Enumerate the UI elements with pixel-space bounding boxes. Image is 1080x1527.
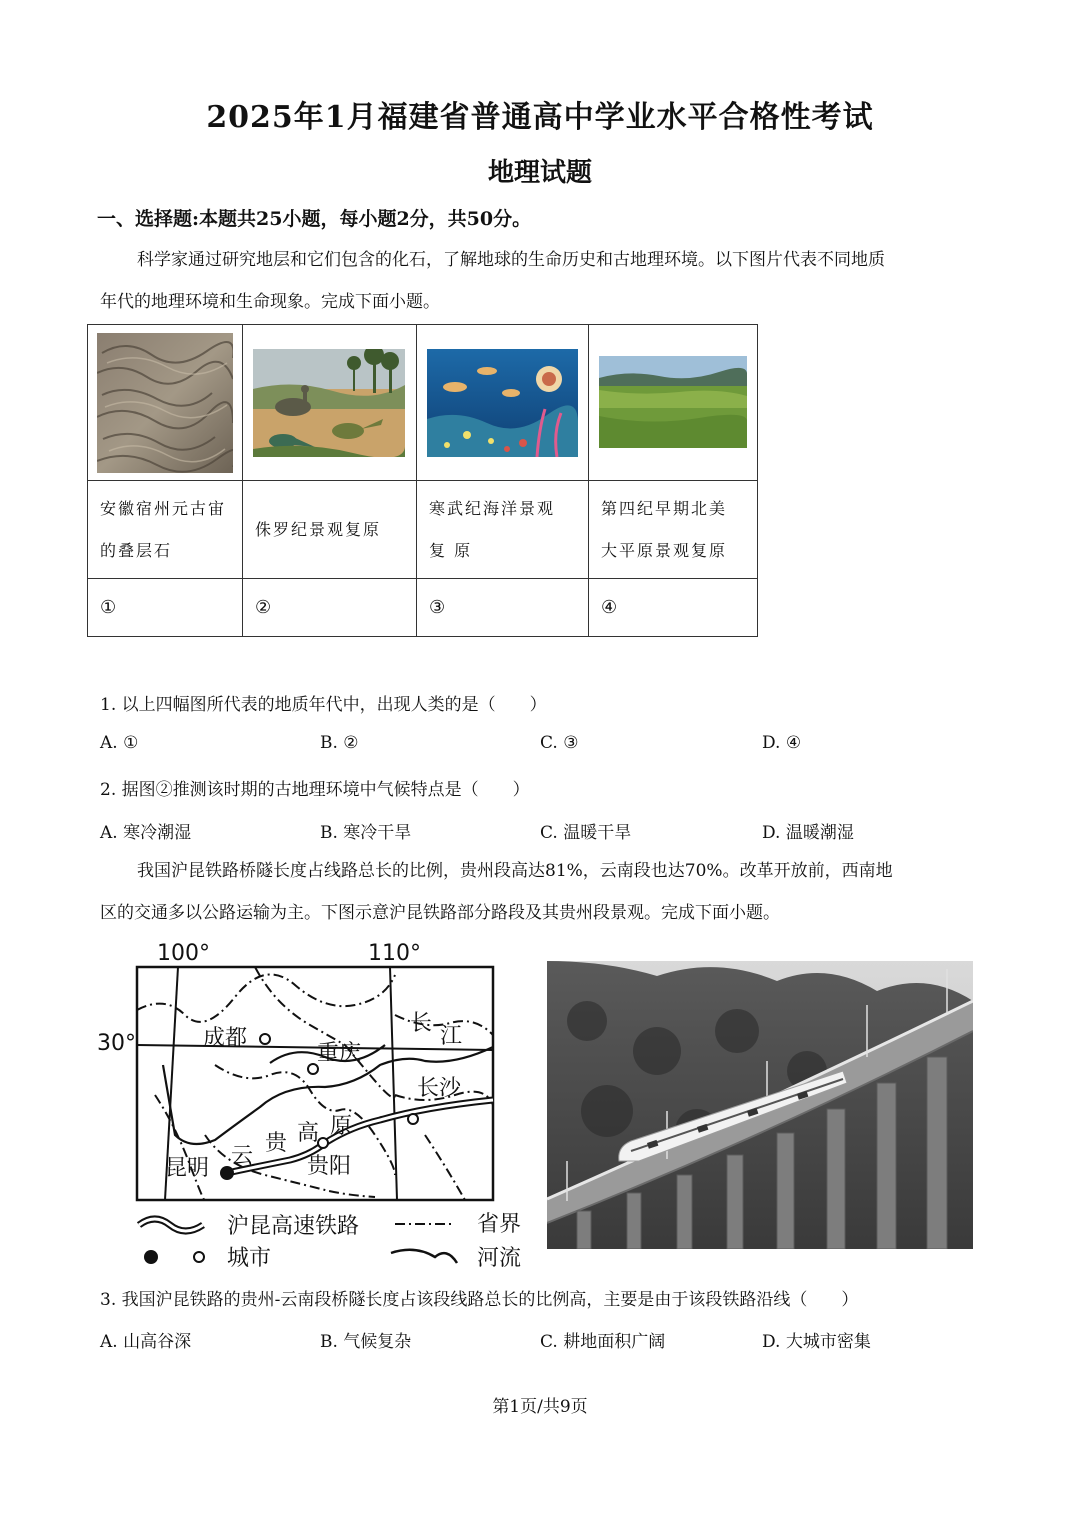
geologic-era-table — [87, 324, 758, 637]
caption-1-line2: 的叠层石 — [100, 540, 173, 560]
meridian-110 — [390, 967, 397, 1200]
caption-4-line2: 大平原景观复原 — [601, 540, 728, 560]
number-cell-2: ② — [243, 579, 417, 637]
river-label-chang: 长 — [410, 1011, 433, 1036]
question-1-stem: 1. 以上四幅图所代表的地质年代中，出现人类的是（ ） — [100, 695, 547, 715]
plateau-label-yuan: 原 — [330, 1114, 353, 1139]
legend-railway-label: 沪昆高速铁路 — [227, 1214, 360, 1239]
cambrian-ocean-image — [427, 349, 578, 457]
caption-cell-1 — [88, 481, 243, 579]
caption-4-line1: 第四纪早期北美 — [601, 498, 728, 518]
caption-cell-3 — [417, 481, 589, 579]
number-cell-1: ① — [88, 579, 243, 637]
question-1-option-a[interactable]: A. ① — [100, 733, 139, 753]
caption-2-line1: 侏罗纪景观复原 — [255, 519, 382, 539]
intro-paragraph-line1: 科学家通过研究地层和它们包含的化石，了解地球的生命历史和古地理环境。以下图片代表不同地质 — [137, 250, 885, 270]
quaternary-plain-image — [599, 356, 747, 448]
stromatolite-photo — [97, 333, 233, 473]
chengdu-marker — [260, 1034, 270, 1044]
question-3-stem: 3. 我国沪昆铁路的贵州-云南段桥隧长度占该段线路总长的比例高，主要是由于该段铁路沿线（ ） — [100, 1290, 859, 1310]
image-cell-2 — [243, 325, 417, 481]
question-2-option-c[interactable]: C. 温暖干旱 — [540, 823, 632, 843]
caption-cell-4 — [589, 481, 758, 579]
legend-city-label: 城市 — [227, 1246, 272, 1271]
passage-2-line2: 区的交通多以公路运输为主。下图示意沪昆铁路部分路段及其贵州段景观。完成下面小题。 — [100, 903, 780, 923]
plateau-label-yun: 云 — [231, 1144, 254, 1169]
image-cell-4 — [589, 325, 758, 481]
question-2-option-a[interactable]: A. 寒冷潮湿 — [100, 823, 192, 843]
exam-subtitle: 地理试题 — [487, 158, 592, 188]
page-number: 第1页/共9页 — [492, 1397, 588, 1417]
exam-title: 2025年1月福建省普通高中学业水平合格性考试 — [206, 100, 874, 135]
plateau-label-gao: 高 — [297, 1121, 320, 1146]
intro-paragraph-line2: 年代的地理环境和生命现象。完成下面小题。 — [100, 292, 440, 312]
caption-3-line1: 寒武纪海洋景观 — [429, 498, 556, 518]
legend-city-filled-symbol — [144, 1250, 158, 1264]
longitude-100-label: 100° — [157, 941, 210, 966]
question-3-option-c[interactable]: C. 耕地面积广阔 — [540, 1332, 666, 1352]
legend-border-label: 省界 — [477, 1212, 522, 1237]
question-1-option-d[interactable]: D. ④ — [762, 733, 802, 753]
changsha-marker — [408, 1114, 418, 1124]
city-guiyang-label: 贵阳 — [307, 1154, 352, 1179]
guizhou-railway-photo — [547, 961, 973, 1249]
guiyang-marker — [318, 1138, 328, 1148]
question-2-option-d[interactable]: D. 温暖潮湿 — [762, 823, 854, 843]
plateau-label-gui: 贵 — [265, 1131, 288, 1156]
question-3-option-a[interactable]: A. 山高谷深 — [100, 1332, 192, 1352]
question-3-option-b[interactable]: B. 气候复杂 — [320, 1332, 412, 1352]
section-heading: 一、选择题:本题共25小题，每小题2分，共50分。 — [97, 208, 532, 230]
city-chongqing-label: 重庆 — [317, 1041, 362, 1066]
image-cell-1 — [88, 325, 243, 481]
legend-river-symbol — [391, 1250, 457, 1263]
caption-1-line1: 安徽宿州元古宙 — [100, 498, 227, 518]
question-1-option-b[interactable]: B. ② — [320, 733, 359, 753]
legend-river-label: 河流 — [477, 1246, 522, 1271]
caption-3-line2: 复 原 — [429, 540, 473, 560]
city-changsha-label: 长沙 — [417, 1076, 462, 1101]
latitude-30-label: 30° — [97, 1031, 136, 1056]
city-chengdu-label: 成都 — [203, 1026, 248, 1051]
passage-2-line1: 我国沪昆铁路桥隧长度占线路总长的比例，贵州段高达81%，云南段也达70%。改革开放前，西南地 — [137, 861, 893, 881]
question-2-stem: 2. 据图②推测该时期的古地理环境中气候特点是（ ） — [100, 780, 530, 800]
question-2-option-b[interactable]: B. 寒冷干旱 — [320, 823, 412, 843]
image-cell-3 — [417, 325, 589, 481]
legend-city-open-symbol — [194, 1252, 204, 1262]
question-1-option-c[interactable]: C. ③ — [540, 733, 579, 753]
number-cell-4: ④ — [589, 579, 758, 637]
caption-cell-2 — [243, 481, 417, 579]
jurassic-scene-image — [253, 349, 405, 457]
longitude-110-label: 110° — [368, 941, 421, 966]
hukun-railway-map — [95, 935, 535, 1275]
question-3-option-d[interactable]: D. 大城市密集 — [762, 1332, 871, 1352]
river-label-jiang: 江 — [440, 1024, 463, 1049]
number-cell-3: ③ — [417, 579, 589, 637]
city-kunming-label: 昆明 — [165, 1156, 210, 1181]
